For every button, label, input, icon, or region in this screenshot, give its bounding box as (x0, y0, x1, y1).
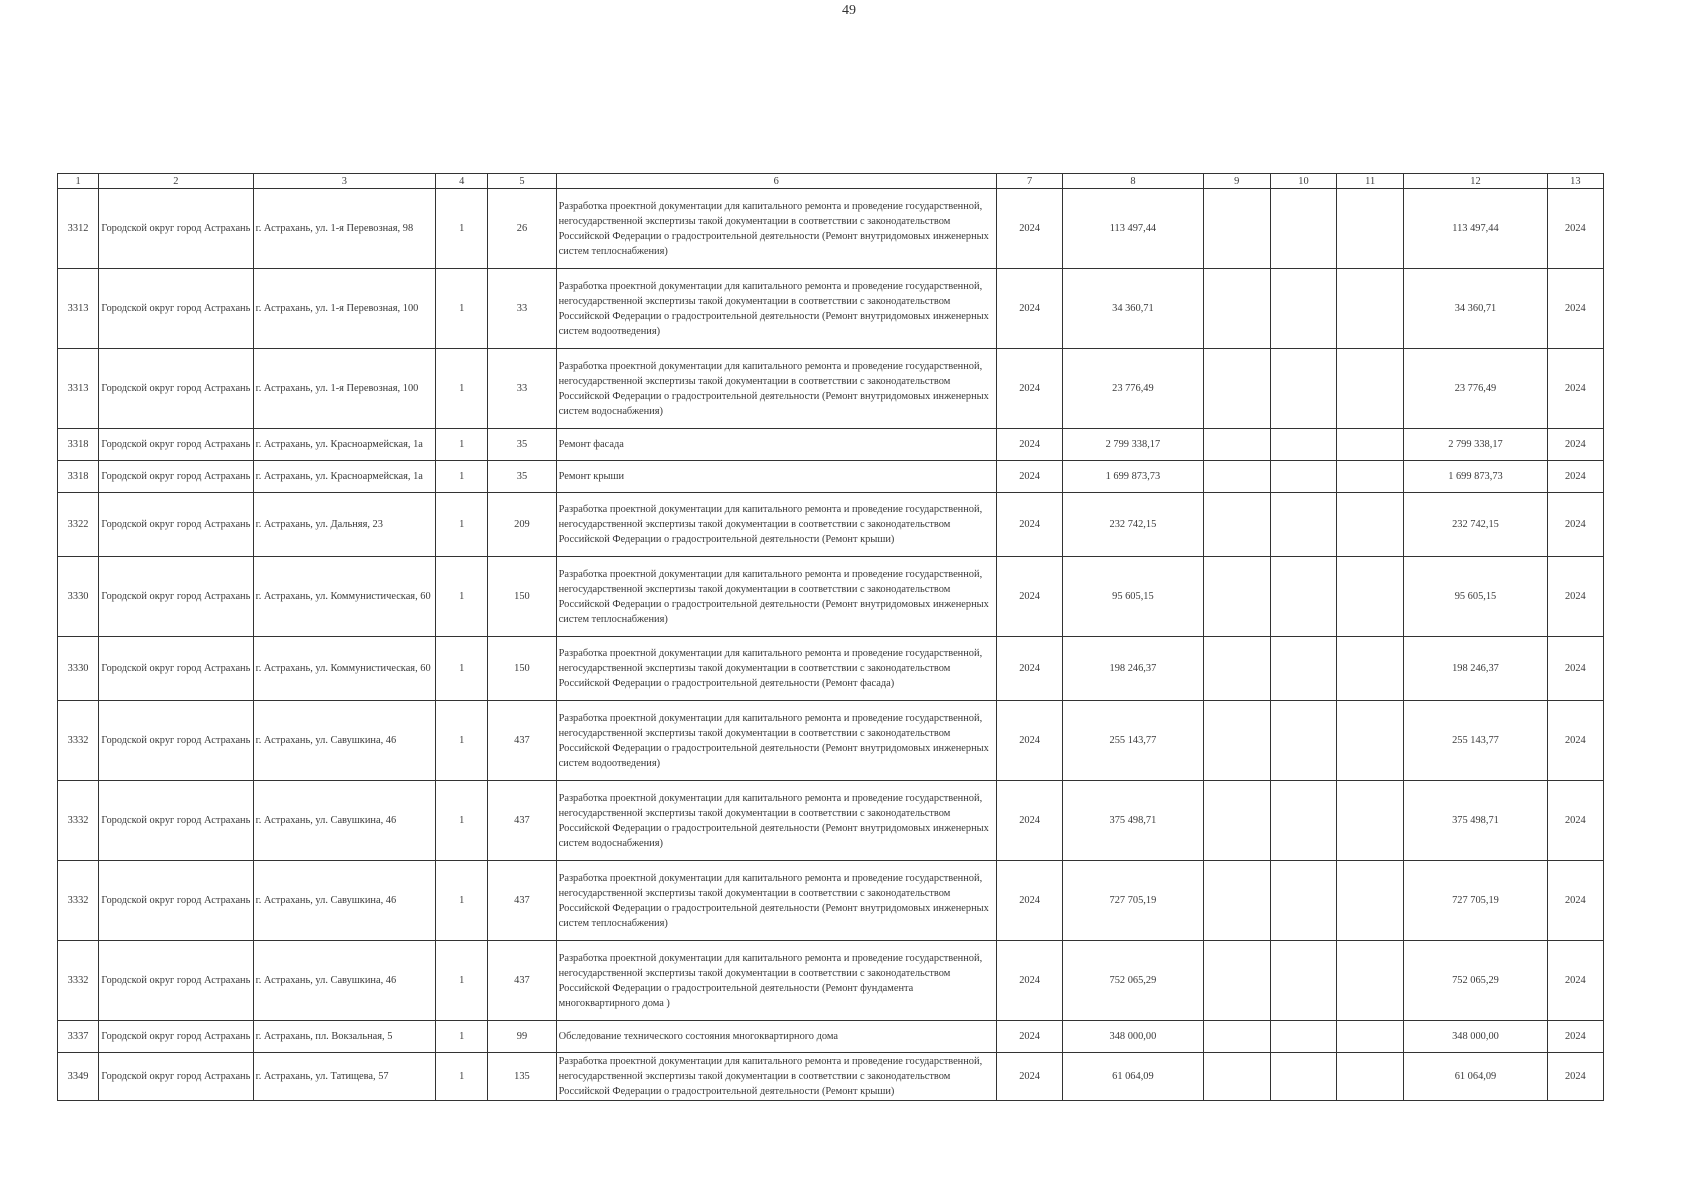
column-9-cell (1203, 493, 1270, 557)
column-9-cell (1203, 637, 1270, 701)
column-9-cell (1203, 1053, 1270, 1101)
column-5-cell: 35 (488, 429, 556, 461)
address-cell: г. Астрахань, ул. Дальняя, 23 (253, 493, 436, 557)
year-cell: 2024 (996, 1021, 1062, 1053)
column-13-year-cell: 2024 (1547, 461, 1603, 493)
column-10-cell (1270, 269, 1336, 349)
column-9-cell (1203, 189, 1270, 269)
municipality-cell: Городской округ город Астрахань (99, 189, 253, 269)
year-cell: 2024 (996, 429, 1062, 461)
municipality-cell: Городской округ город Астрахань (99, 1021, 253, 1053)
column-5-cell: 135 (488, 1053, 556, 1101)
municipality-cell: Городской округ город Астрахань (99, 1053, 253, 1101)
column-10-cell (1270, 493, 1336, 557)
work-description-cell: Разработка проектной документации для капитального ремонта и проведение государственной, негосударственной экспертизы такой документации в соответствии с законодательством Российской Федерации о градостроительной деятельности (Ремонт внутридомовых инженерных систем водоснабжения) (556, 349, 996, 429)
column-12-amount-cell: 1 699 873,73 (1404, 461, 1547, 493)
column-13-year-cell: 2024 (1547, 557, 1603, 637)
column-9-cell (1203, 461, 1270, 493)
address-cell: г. Астрахань, ул. Татищева, 57 (253, 1053, 436, 1101)
column-number-3: 3 (253, 174, 436, 189)
year-cell: 2024 (996, 861, 1062, 941)
address-cell: г. Астрахань, ул. Савушкина, 46 (253, 781, 436, 861)
column-9-cell (1203, 781, 1270, 861)
table-row (58, 781, 1604, 861)
address-cell: г. Астрахань, ул. Савушкина, 46 (253, 861, 436, 941)
row-number-cell: 3332 (58, 701, 99, 781)
column-4-cell: 1 (436, 941, 488, 1021)
column-9-cell (1203, 1021, 1270, 1053)
column-number-10: 10 (1270, 174, 1336, 189)
year-cell: 2024 (996, 493, 1062, 557)
municipality-cell: Городской округ город Астрахань (99, 429, 253, 461)
municipality-cell: Городской округ город Астрахань (99, 637, 253, 701)
column-5-cell: 437 (488, 861, 556, 941)
column-12-amount-cell: 232 742,15 (1404, 493, 1547, 557)
column-13-year-cell: 2024 (1547, 941, 1603, 1021)
column-10-cell (1270, 861, 1336, 941)
column-12-amount-cell: 61 064,09 (1404, 1053, 1547, 1101)
column-13-year-cell: 2024 (1547, 781, 1603, 861)
column-5-cell: 99 (488, 1021, 556, 1053)
address-cell: г. Астрахань, ул. Савушкина, 46 (253, 941, 436, 1021)
column-9-cell (1203, 349, 1270, 429)
column-11-cell (1337, 781, 1404, 861)
cost-cell: 95 605,15 (1063, 557, 1203, 637)
year-cell: 2024 (996, 189, 1062, 269)
cost-cell: 232 742,15 (1063, 493, 1203, 557)
row-number-cell: 3313 (58, 349, 99, 429)
column-4-cell: 1 (436, 189, 488, 269)
year-cell: 2024 (996, 1053, 1062, 1101)
column-4-cell: 1 (436, 701, 488, 781)
cost-cell: 255 143,77 (1063, 701, 1203, 781)
column-5-cell: 26 (488, 189, 556, 269)
row-number-cell: 3318 (58, 461, 99, 493)
row-number-cell: 3330 (58, 557, 99, 637)
column-13-year-cell: 2024 (1547, 269, 1603, 349)
column-11-cell (1337, 1053, 1404, 1101)
address-cell: г. Астрахань, пл. Вокзальная, 5 (253, 1021, 436, 1053)
column-12-amount-cell: 348 000,00 (1404, 1021, 1547, 1053)
column-number-8: 8 (1063, 174, 1203, 189)
table-row (58, 189, 1604, 269)
row-number-cell: 3332 (58, 941, 99, 1021)
table-row (58, 429, 1604, 461)
column-13-year-cell: 2024 (1547, 637, 1603, 701)
capital-repair-table (57, 173, 1604, 1101)
table-row (58, 493, 1604, 557)
column-11-cell (1337, 493, 1404, 557)
page-number: 49 (842, 3, 856, 18)
column-11-cell (1337, 941, 1404, 1021)
column-11-cell (1337, 637, 1404, 701)
cost-cell: 113 497,44 (1063, 189, 1203, 269)
work-description-cell: Разработка проектной документации для капитального ремонта и проведение государственной, негосударственной экспертизы такой документации в соответствии с законодательством Российской Федерации о градостроительной деятельности (Ремонт внутридомовых инженерных систем водоотведения) (556, 701, 996, 781)
municipality-cell: Городской округ город Астрахань (99, 269, 253, 349)
row-number-cell: 3318 (58, 429, 99, 461)
address-cell: г. Астрахань, ул. Коммунистическая, 60 (253, 637, 436, 701)
address-cell: г. Астрахань, ул. Красноармейская, 1а (253, 461, 436, 493)
column-11-cell (1337, 349, 1404, 429)
column-13-year-cell: 2024 (1547, 1021, 1603, 1053)
row-number-cell: 3312 (58, 189, 99, 269)
year-cell: 2024 (996, 701, 1062, 781)
address-cell: г. Астрахань, ул. Красноармейская, 1а (253, 429, 436, 461)
table-row (58, 1021, 1604, 1053)
column-12-amount-cell: 95 605,15 (1404, 557, 1547, 637)
column-9-cell (1203, 269, 1270, 349)
column-5-cell: 437 (488, 781, 556, 861)
work-description-cell: Разработка проектной документации для капитального ремонта и проведение государственной, негосударственной экспертизы такой документации в соответствии с законодательством Российской Федерации о градостроительной деятельности (Ремонт внутридомовых инженерных систем теплоснабжения) (556, 557, 996, 637)
work-description-cell: Разработка проектной документации для капитального ремонта и проведение государственной, негосударственной экспертизы такой документации в соответствии с законодательством Российской Федерации о градостроительной деятельности (Ремонт внутридомовых инженерных систем водоотведения) (556, 269, 996, 349)
column-13-year-cell: 2024 (1547, 861, 1603, 941)
table-row (58, 1053, 1604, 1101)
row-number-cell: 3332 (58, 861, 99, 941)
cost-cell: 34 360,71 (1063, 269, 1203, 349)
column-5-cell: 150 (488, 637, 556, 701)
column-12-amount-cell: 375 498,71 (1404, 781, 1547, 861)
column-13-year-cell: 2024 (1547, 1053, 1603, 1101)
municipality-cell: Городской округ город Астрахань (99, 493, 253, 557)
column-4-cell: 1 (436, 1053, 488, 1101)
municipality-cell: Городской округ город Астрахань (99, 701, 253, 781)
municipality-cell: Городской округ город Астрахань (99, 781, 253, 861)
column-12-amount-cell: 113 497,44 (1404, 189, 1547, 269)
work-description-cell: Разработка проектной документации для капитального ремонта и проведение государственной, негосударственной экспертизы такой документации в соответствии с законодательством Российской Федерации о градостроительной деятельности (Ремонт внутридомовых инженерных систем водоснабжения) (556, 781, 996, 861)
column-number-12: 12 (1404, 174, 1547, 189)
column-4-cell: 1 (436, 557, 488, 637)
column-4-cell: 1 (436, 781, 488, 861)
row-number-cell: 3332 (58, 781, 99, 861)
year-cell: 2024 (996, 557, 1062, 637)
table-row (58, 941, 1604, 1021)
row-number-cell: 3349 (58, 1053, 99, 1101)
column-5-cell: 33 (488, 269, 556, 349)
address-cell: г. Астрахань, ул. 1-я Перевозная, 100 (253, 269, 436, 349)
column-10-cell (1270, 701, 1336, 781)
row-number-cell: 3313 (58, 269, 99, 349)
column-11-cell (1337, 429, 1404, 461)
column-number-7: 7 (996, 174, 1062, 189)
column-12-amount-cell: 752 065,29 (1404, 941, 1547, 1021)
column-4-cell: 1 (436, 637, 488, 701)
municipality-cell: Городской округ город Астрахань (99, 461, 253, 493)
column-9-cell (1203, 941, 1270, 1021)
row-number-cell: 3337 (58, 1021, 99, 1053)
column-10-cell (1270, 941, 1336, 1021)
cost-cell: 375 498,71 (1063, 781, 1203, 861)
work-description-cell: Разработка проектной документации для капитального ремонта и проведение государственной, негосударственной экспертизы такой документации в соответствии с законодательством Российской Федерации о градостроительной деятельности (Ремонт внутридомовых инженерных систем теплоснабжения) (556, 189, 996, 269)
column-4-cell: 1 (436, 429, 488, 461)
municipality-cell: Городской округ город Астрахань (99, 349, 253, 429)
column-4-cell: 1 (436, 861, 488, 941)
column-10-cell (1270, 781, 1336, 861)
table-row (58, 861, 1604, 941)
column-12-amount-cell: 2 799 338,17 (1404, 429, 1547, 461)
work-description-cell: Ремонт фасада (556, 429, 996, 461)
column-5-cell: 437 (488, 941, 556, 1021)
column-9-cell (1203, 429, 1270, 461)
row-number-cell: 3322 (58, 493, 99, 557)
address-cell: г. Астрахань, ул. Коммунистическая, 60 (253, 557, 436, 637)
year-cell: 2024 (996, 461, 1062, 493)
column-4-cell: 1 (436, 461, 488, 493)
column-11-cell (1337, 1021, 1404, 1053)
cost-cell: 198 246,37 (1063, 637, 1203, 701)
column-11-cell (1337, 861, 1404, 941)
address-cell: г. Астрахань, ул. Савушкина, 46 (253, 701, 436, 781)
column-10-cell (1270, 1021, 1336, 1053)
row-number-cell: 3330 (58, 637, 99, 701)
year-cell: 2024 (996, 941, 1062, 1021)
address-cell: г. Астрахань, ул. 1-я Перевозная, 100 (253, 349, 436, 429)
work-description-cell: Разработка проектной документации для капитального ремонта и проведение государственной, негосударственной экспертизы такой документации в соответствии с законодательством Российской Федерации о градостроительной деятельности (Ремонт внутридомовых инженерных систем теплоснабжения) (556, 861, 996, 941)
column-5-cell: 33 (488, 349, 556, 429)
column-10-cell (1270, 1053, 1336, 1101)
column-4-cell: 1 (436, 493, 488, 557)
work-description-cell: Ремонт крыши (556, 461, 996, 493)
table-row (58, 557, 1604, 637)
year-cell: 2024 (996, 349, 1062, 429)
column-10-cell (1270, 557, 1336, 637)
column-5-cell: 437 (488, 701, 556, 781)
column-5-cell: 209 (488, 493, 556, 557)
year-cell: 2024 (996, 781, 1062, 861)
column-4-cell: 1 (436, 349, 488, 429)
column-number-4: 4 (436, 174, 488, 189)
cost-cell: 61 064,09 (1063, 1053, 1203, 1101)
column-number-11: 11 (1337, 174, 1404, 189)
year-cell: 2024 (996, 637, 1062, 701)
column-number-1: 1 (58, 174, 99, 189)
column-12-amount-cell: 198 246,37 (1404, 637, 1547, 701)
column-9-cell (1203, 701, 1270, 781)
work-description-cell: Разработка проектной документации для капитального ремонта и проведение государственной, негосударственной экспертизы такой документации в соответствии с законодательством Российской Федерации о градостроительной деятельности (Ремонт крыши) (556, 1053, 996, 1101)
municipality-cell: Городской округ город Астрахань (99, 557, 253, 637)
municipality-cell: Городской округ город Астрахань (99, 941, 253, 1021)
column-number-6: 6 (556, 174, 996, 189)
work-description-cell: Разработка проектной документации для капитального ремонта и проведение государственной, негосударственной экспертизы такой документации в соответствии с законодательством Российской Федерации о градостроительной деятельности (Ремонт фундамента многоквартирного дома ) (556, 941, 996, 1021)
work-description-cell: Разработка проектной документации для капитального ремонта и проведение государственной, негосударственной экспертизы такой документации в соответствии с законодательством Российской Федерации о градостроительной деятельности (Ремонт фасада) (556, 637, 996, 701)
cost-cell: 727 705,19 (1063, 861, 1203, 941)
column-13-year-cell: 2024 (1547, 349, 1603, 429)
column-10-cell (1270, 429, 1336, 461)
cost-cell: 2 799 338,17 (1063, 429, 1203, 461)
column-number-9: 9 (1203, 174, 1270, 189)
cost-cell: 348 000,00 (1063, 1021, 1203, 1053)
year-cell: 2024 (996, 269, 1062, 349)
column-5-cell: 150 (488, 557, 556, 637)
column-10-cell (1270, 461, 1336, 493)
table-row (58, 701, 1604, 781)
column-4-cell: 1 (436, 269, 488, 349)
column-5-cell: 35 (488, 461, 556, 493)
cost-cell: 23 776,49 (1063, 349, 1203, 429)
column-13-year-cell: 2024 (1547, 701, 1603, 781)
column-11-cell (1337, 189, 1404, 269)
municipality-cell: Городской округ город Астрахань (99, 861, 253, 941)
column-10-cell (1270, 349, 1336, 429)
column-9-cell (1203, 557, 1270, 637)
column-number-13: 13 (1547, 174, 1603, 189)
table-row (58, 269, 1604, 349)
column-4-cell: 1 (436, 1021, 488, 1053)
column-number-2: 2 (99, 174, 253, 189)
column-9-cell (1203, 861, 1270, 941)
column-12-amount-cell: 23 776,49 (1404, 349, 1547, 429)
column-13-year-cell: 2024 (1547, 493, 1603, 557)
cost-cell: 1 699 873,73 (1063, 461, 1203, 493)
column-10-cell (1270, 189, 1336, 269)
column-10-cell (1270, 637, 1336, 701)
address-cell: г. Астрахань, ул. 1-я Перевозная, 98 (253, 189, 436, 269)
column-11-cell (1337, 557, 1404, 637)
column-12-amount-cell: 34 360,71 (1404, 269, 1547, 349)
column-12-amount-cell: 255 143,77 (1404, 701, 1547, 781)
column-13-year-cell: 2024 (1547, 189, 1603, 269)
table-row (58, 349, 1604, 429)
table-row (58, 637, 1604, 701)
column-11-cell (1337, 701, 1404, 781)
cost-cell: 752 065,29 (1063, 941, 1203, 1021)
work-description-cell: Обследование технического состояния многоквартирного дома (556, 1021, 996, 1053)
column-number-5: 5 (488, 174, 556, 189)
column-number-row (58, 174, 1604, 189)
work-description-cell: Разработка проектной документации для капитального ремонта и проведение государственной, негосударственной экспертизы такой документации в соответствии с законодательством Российской Федерации о градостроительной деятельности (Ремонт крыши) (556, 493, 996, 557)
column-12-amount-cell: 727 705,19 (1404, 861, 1547, 941)
column-13-year-cell: 2024 (1547, 429, 1603, 461)
column-11-cell (1337, 269, 1404, 349)
column-11-cell (1337, 461, 1404, 493)
table-row (58, 461, 1604, 493)
